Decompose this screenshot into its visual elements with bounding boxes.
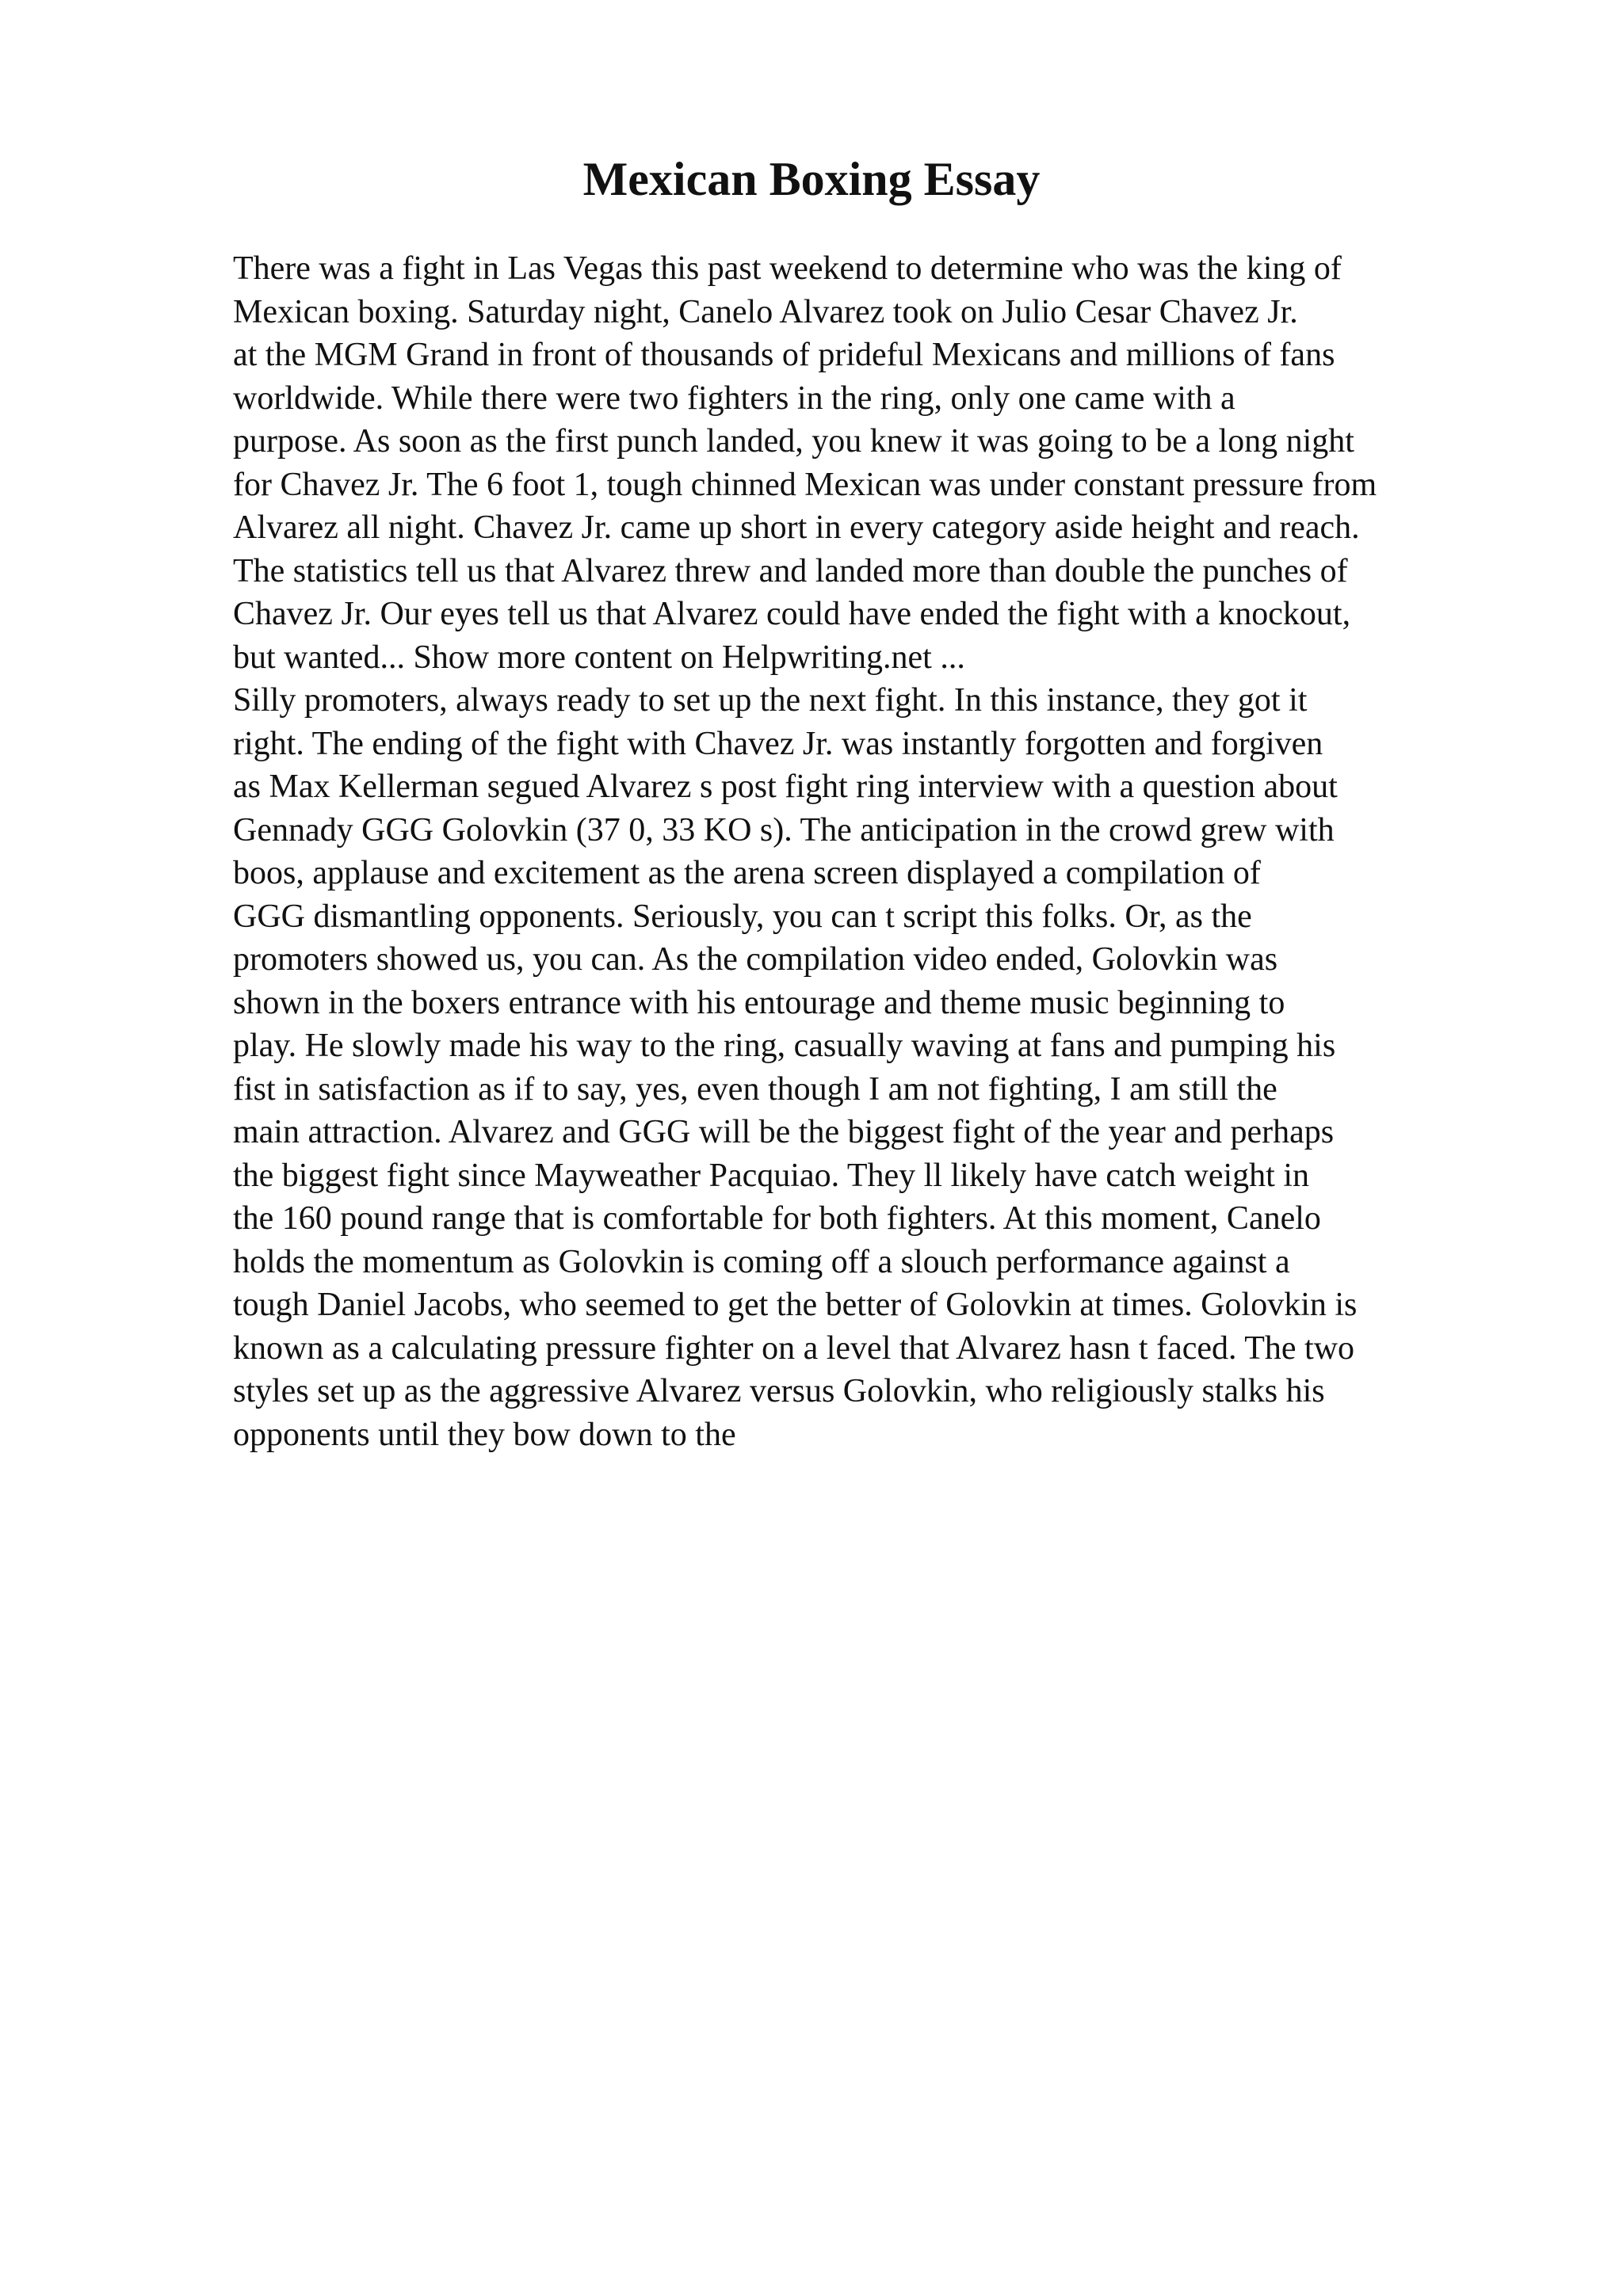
body-line: for Chavez Jr. The 6 foot 1, tough chinned Mexican was under constant pressure from [233,466,1377,503]
body-line: the 160 pound range that is comfortable for both fighters. At this moment, Canelo [233,1200,1321,1237]
body-line: The statistics tell us that Alvarez threw and landed more than double the punches of [233,552,1348,589]
body-line: promoters showed us, you can. As the compilation video ended, Golovkin was [233,941,1278,978]
body-line: main attraction. Alvarez and GGG will be the biggest fight of the year and perhaps [233,1114,1335,1150]
document-title: Mexican Boxing Essay [582,153,1041,205]
body-line: GGG dismantling opponents. Seriously, you can t script this folks. Or, as the [233,898,1252,935]
body-line: known as a calculating pressure fighter on a level that Alvarez hasn t faced. The two [233,1329,1355,1367]
body-line: holds the momentum as Golovkin is coming off a slouch performance against a [233,1243,1290,1280]
body-line: at the MGM Grand in front of thousands of prideful Mexicans and millions of fans [233,337,1335,373]
body-line: Gennady GGG Golovkin (37 0, 33 KO s). The anticipation in the crowd grew with [233,811,1335,849]
body-line: tough Daniel Jacobs, who seemed to get the better of Golovkin at times. Golovkin is [233,1287,1358,1323]
document-body [233,247,1517,1456]
body-line: styles set up as the aggressive Alvarez versus Golovkin, who religiously stalks his [233,1373,1325,1409]
body-line: Silly promoters, always ready to set up the next fight. In this instance, they got it [233,682,1308,719]
body-line: Alvarez all night. Chavez Jr. came up short in every category aside height and reach. [233,509,1360,546]
body-line: Mexican boxing. Saturday night, Canelo Alvarez took on Julio Cesar Chavez Jr. [233,293,1298,330]
body-line: the biggest fight since Mayweather Pacquiao. They ll likely have catch weight in [233,1157,1309,1194]
body-line: worldwide. While there were two fighters in the ring, only one came with a [233,379,1235,417]
body-line: shown in the boxers entrance with his entourage and theme music beginning to [233,984,1285,1021]
body-line: Chavez Jr. Our eyes tell us that Alvarez could have ended the fight with a knockout, [233,596,1351,632]
body-line: play. He slowly made his way to the ring, casually waving at fans and pumping his [233,1028,1336,1064]
body-line: but wanted... Show more content on Helpwriting.net ... [233,639,965,676]
body-line: as Max Kellerman segued Alvarez s post fight ring interview with a question about [233,769,1338,805]
body-line: fist in satisfaction as if to say, yes, even though I am not fighting, I am still the [233,1070,1277,1108]
body-line: purpose. As soon as the first punch landed, you knew it was going to be a long night [233,423,1354,460]
body-line: opponents until they bow down to the [233,1416,736,1453]
body-line: boos, applause and excitement as the arena screen displayed a compilation of [233,855,1261,891]
body-line: There was a fight in Las Vegas this past weekend to determine who was the king of [233,250,1342,287]
body-line: right. The ending of the fight with Chavez Jr. was instantly forgotten and forgiven [233,725,1323,762]
